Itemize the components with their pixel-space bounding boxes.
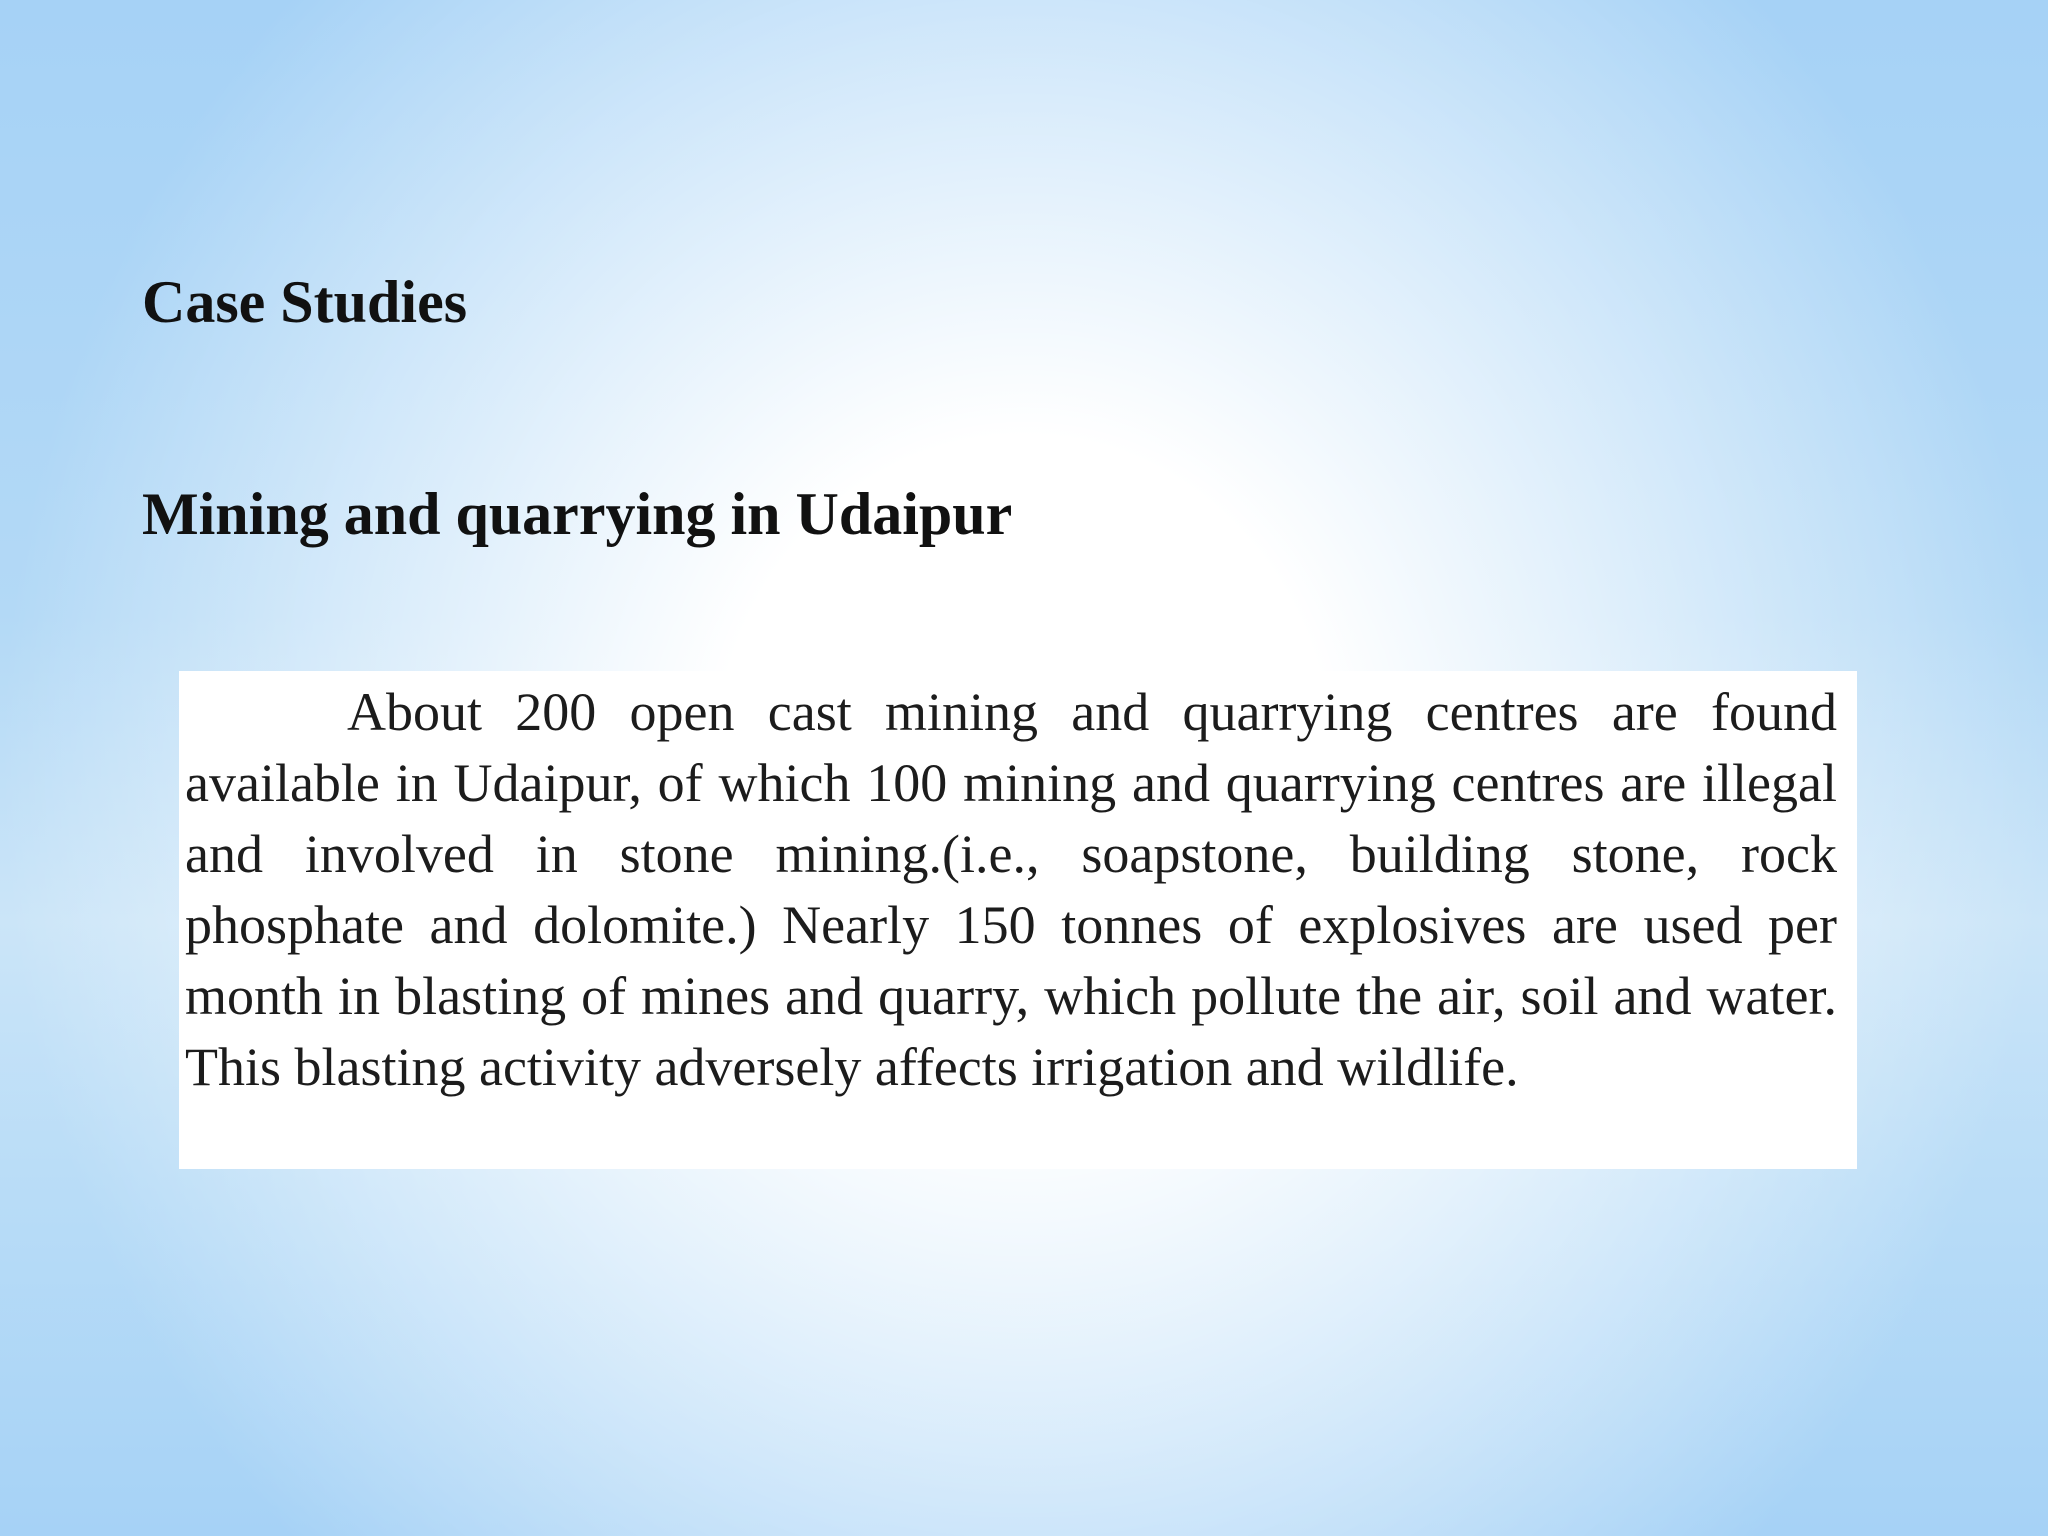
text-excerpt-image — [179, 671, 1857, 1169]
slide-heading: Case Studies — [142, 269, 468, 335]
excerpt-paragraph: About 200 open cast mining and quarrying centres are found available in Udaipur, of which 100 mining and quarrying centres are illegal and involved in stone mining.(i.e., soapstone, building stone, rock phosphate and dolomite.) Nearly 150 tonnes of explosives are used per month in blasting of mines and quarry, which pollute the air, soil and water. This blasting activity adversely affects irrigation and wildlife. — [185, 682, 1837, 1097]
slide-subheading: Mining and quarrying in Udaipur — [142, 481, 1013, 547]
